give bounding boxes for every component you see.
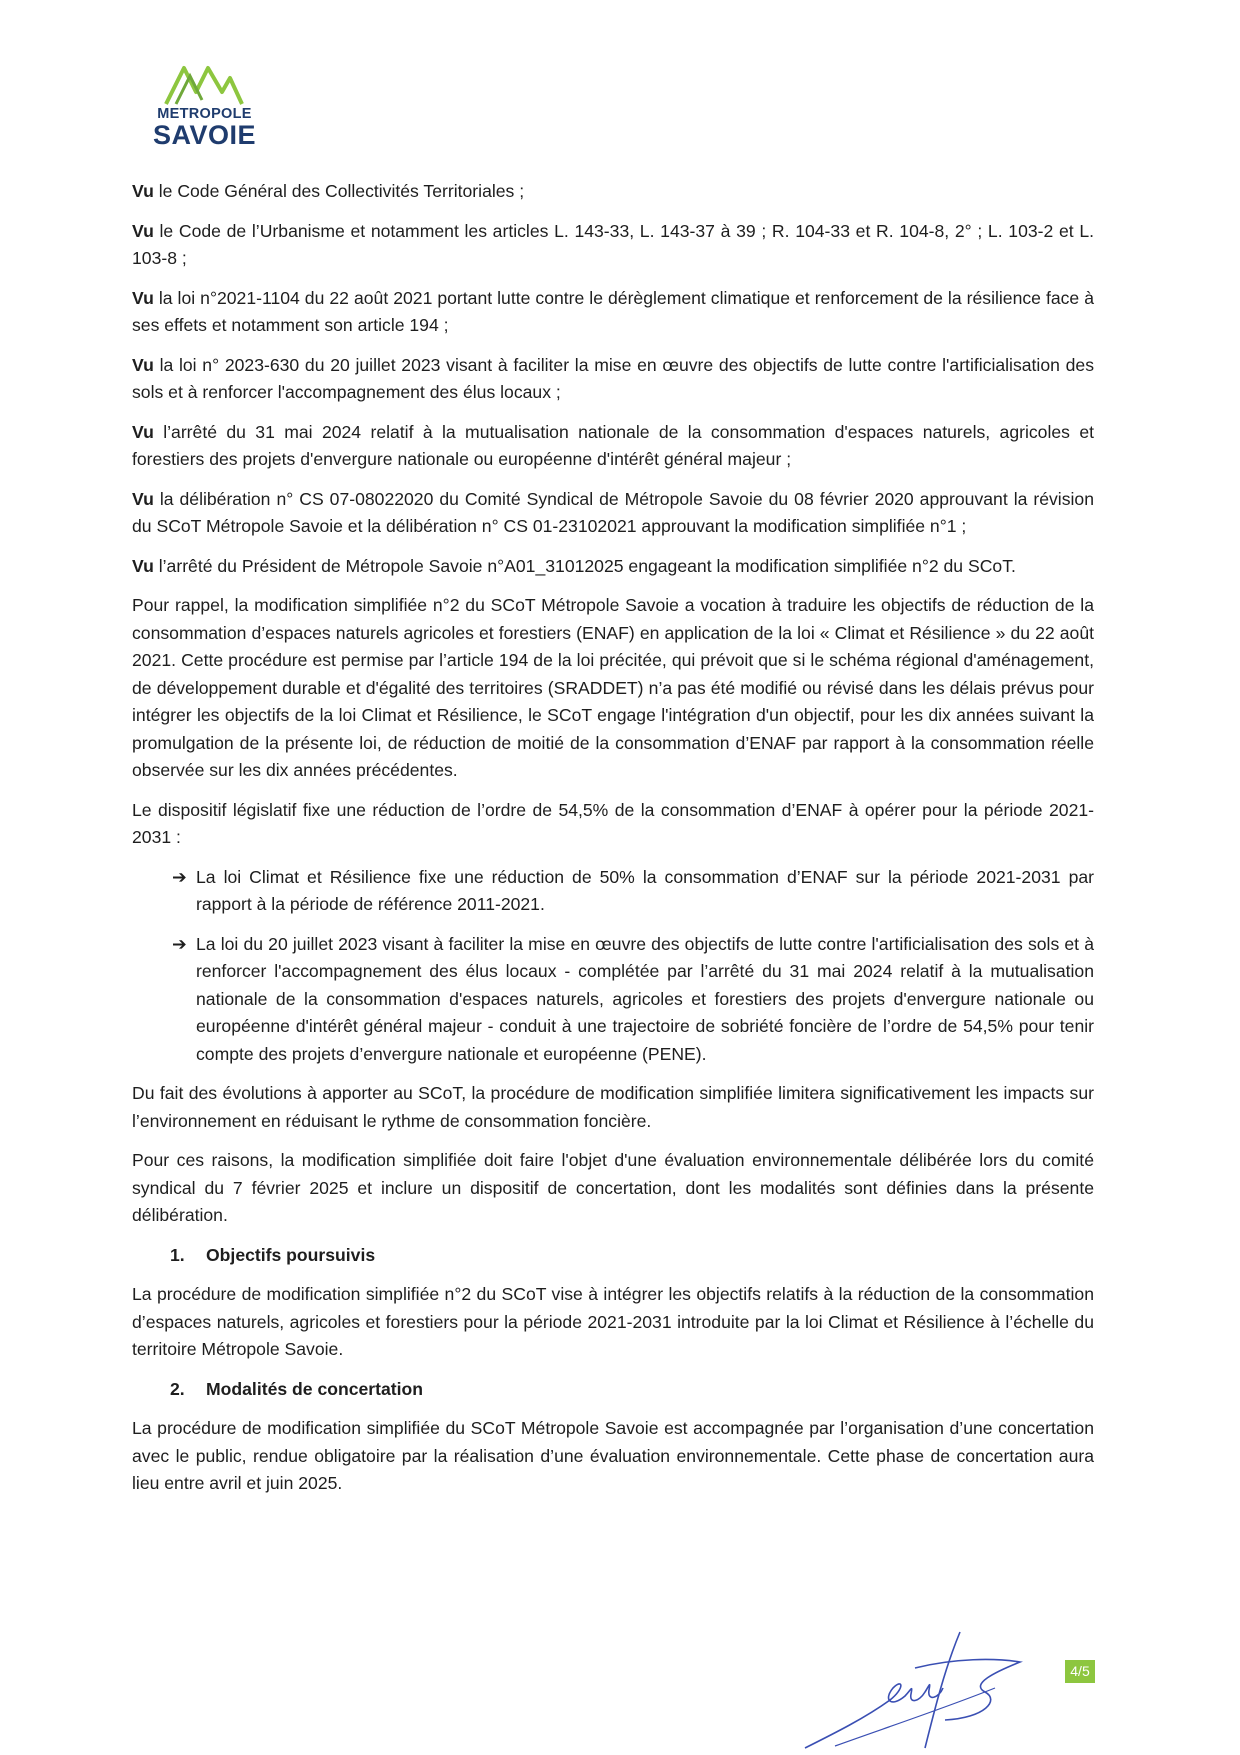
paragraph-evolutions: Du fait des évolutions à apporter au SCoT, la procédure de modification simplifiée limitera significativement les impacts sur l’environnement en réduisant le rythme de consommation foncière. [132,1083,1094,1131]
paragraph-concertation: La procédure de modification simplifiée du SCoT Métropole Savoie est accompagnée par l’organisation d’une concertation avec le public, rendue obligatoire par la réalisation d’une évaluation environnementale. Cette phase de concertation aura lieu entre avril et juin 2025. [132,1418,1094,1493]
logo-text-savoie: SAVOIE [152,120,257,150]
section-heading-objectifs: 1. Objectifs poursuivis [170,1244,376,1265]
page-number-badge: 4/5 [1065,1660,1095,1683]
vu-paragraph: Vu la délibération n° CS 07-08022020 du Comité Syndical de Métropole Savoie du 08 février 2020 approuvant la révision du SCoT Métropole Savoie et la délibération n° CS 01-23102021 approuvant la modification simplifiée n°1 ; [132,488,1094,536]
arrow-icon: ➔ [172,866,187,887]
paragraph-objectifs: La procédure de modification simplifiée n°2 du SCoT vise à intégrer les objectifs relatifs à la réduction de la consommation d’espaces naturels, agricoles et forestiers pour la période 2021-2031 introduite par la loi Climat et Résilience à l’échelle du territoire Métropole Savoie. [132,1284,1094,1359]
paragraph-dispositif: Le dispositif législatif fixe une réduction de l’ordre de 54,5% de la consommation d’ENAF à opérer pour la période 2021-2031 : [132,799,1094,847]
vu-paragraph: Vu le Code Général des Collectivités Territoriales ; [132,181,525,201]
paragraph-raisons: Pour ces raisons, la modification simplifiée doit faire l'objet d'une évaluation environnementale délibérée lors du comité syndical du 7 février 2025 et inclure un dispositif de concertation, dont les modalités sont définies dans la présente délibération. [132,1150,1094,1225]
vu-paragraph: Vu l’arrêté du 31 mai 2024 relatif à la mutualisation nationale de la consommation d'espaces naturels, agricoles et forestiers des projets d'envergure nationale ou européenne d'intérêt général majeur ; [132,421,1094,469]
arrow-list-item: ➔ La loi du 20 juillet 2023 visant à faciliter la mise en œuvre des objectifs de lutte contre l'artificialisation des sols et à renforcer l'accompagnement des élus locaux - complétée par l’arrêté du 31 mai 2024 relatif à la mutualisation nationale de la consommation d'espaces naturels, agricoles et forestiers des projets d'envergure nationale ou européenne d'intérêt général majeur - conduit à une trajectoire de sobriété foncière de l’ordre de 54,5% pour tenir compte des projets d’envergure nationale et européenne (PENE). [132,931,1094,1069]
vu-paragraph: Vu le Code de l’Urbanisme et notamment les articles L. 143-33, L. 143-37 à 39 ; R. 104-33 et R. 104-8, 2° ; L. 103-2 et L. 103-8 ; [132,220,1094,268]
vu-paragraph: Vu la loi n°2021-1104 du 22 août 2021 portant lutte contre le dérèglement climatique et renforcement de la résilience face à ses effets et notamment son article 194 ; [132,287,1094,335]
vu-paragraph: Vu la loi n° 2023-630 du 20 juillet 2023 visant à faciliter la mise en œuvre des objectifs de lutte contre l'artificialisation des sols et à renforcer l'accompagnement des élus locaux ; [132,354,1094,402]
arrow-icon: ➔ [172,933,187,954]
mountain-logo-icon [162,62,246,108]
deliberation-text [132,178,1094,1510]
paragraph-rappel: Pour rappel, la modification simplifiée n°2 du SCoT Métropole Savoie a vocation à traduire les objectifs de réduction de la consommation d’espaces naturels agricoles et forestiers (ENAF) en application de la loi « Climat et Résilience » du 22 août 2021. Cette procédure est permise par l’article 194 de la loi précitée, qui prévoit que si le schéma régional d'aménagement, de développement durable et d'égalité des territoires (SRADDET) n’a pas été modifié ou révisé dans les délais prévus pour intégrer les objectifs de la loi Climat et Résilience, le SCoT engage l'intégration d'un objectif, pour les dix années suivant la promulgation de la présente loi, de réduction de moitié de la consommation d’ENAF par rapport à la consommation réelle observée sur les dix années précédentes. [132,595,1094,780]
metropole-savoie-logo [144,62,264,152]
signature-icon [795,1628,1025,1755]
logo-text-metropole: METROPOLE [157,106,252,122]
arrow-list-item: ➔ La loi Climat et Résilience fixe une réduction de 50% la consommation d’ENAF sur la période 2021-2031 par rapport à la période de référence 2011-2021. [132,864,1094,919]
vu-paragraph: Vu l’arrêté du Président de Métropole Savoie n°A01_31012025 engageant la modification simplifiée n°2 du SCoT. [132,555,1016,576]
section-heading-concertation: 2. Modalités de concertation [170,1378,424,1399]
